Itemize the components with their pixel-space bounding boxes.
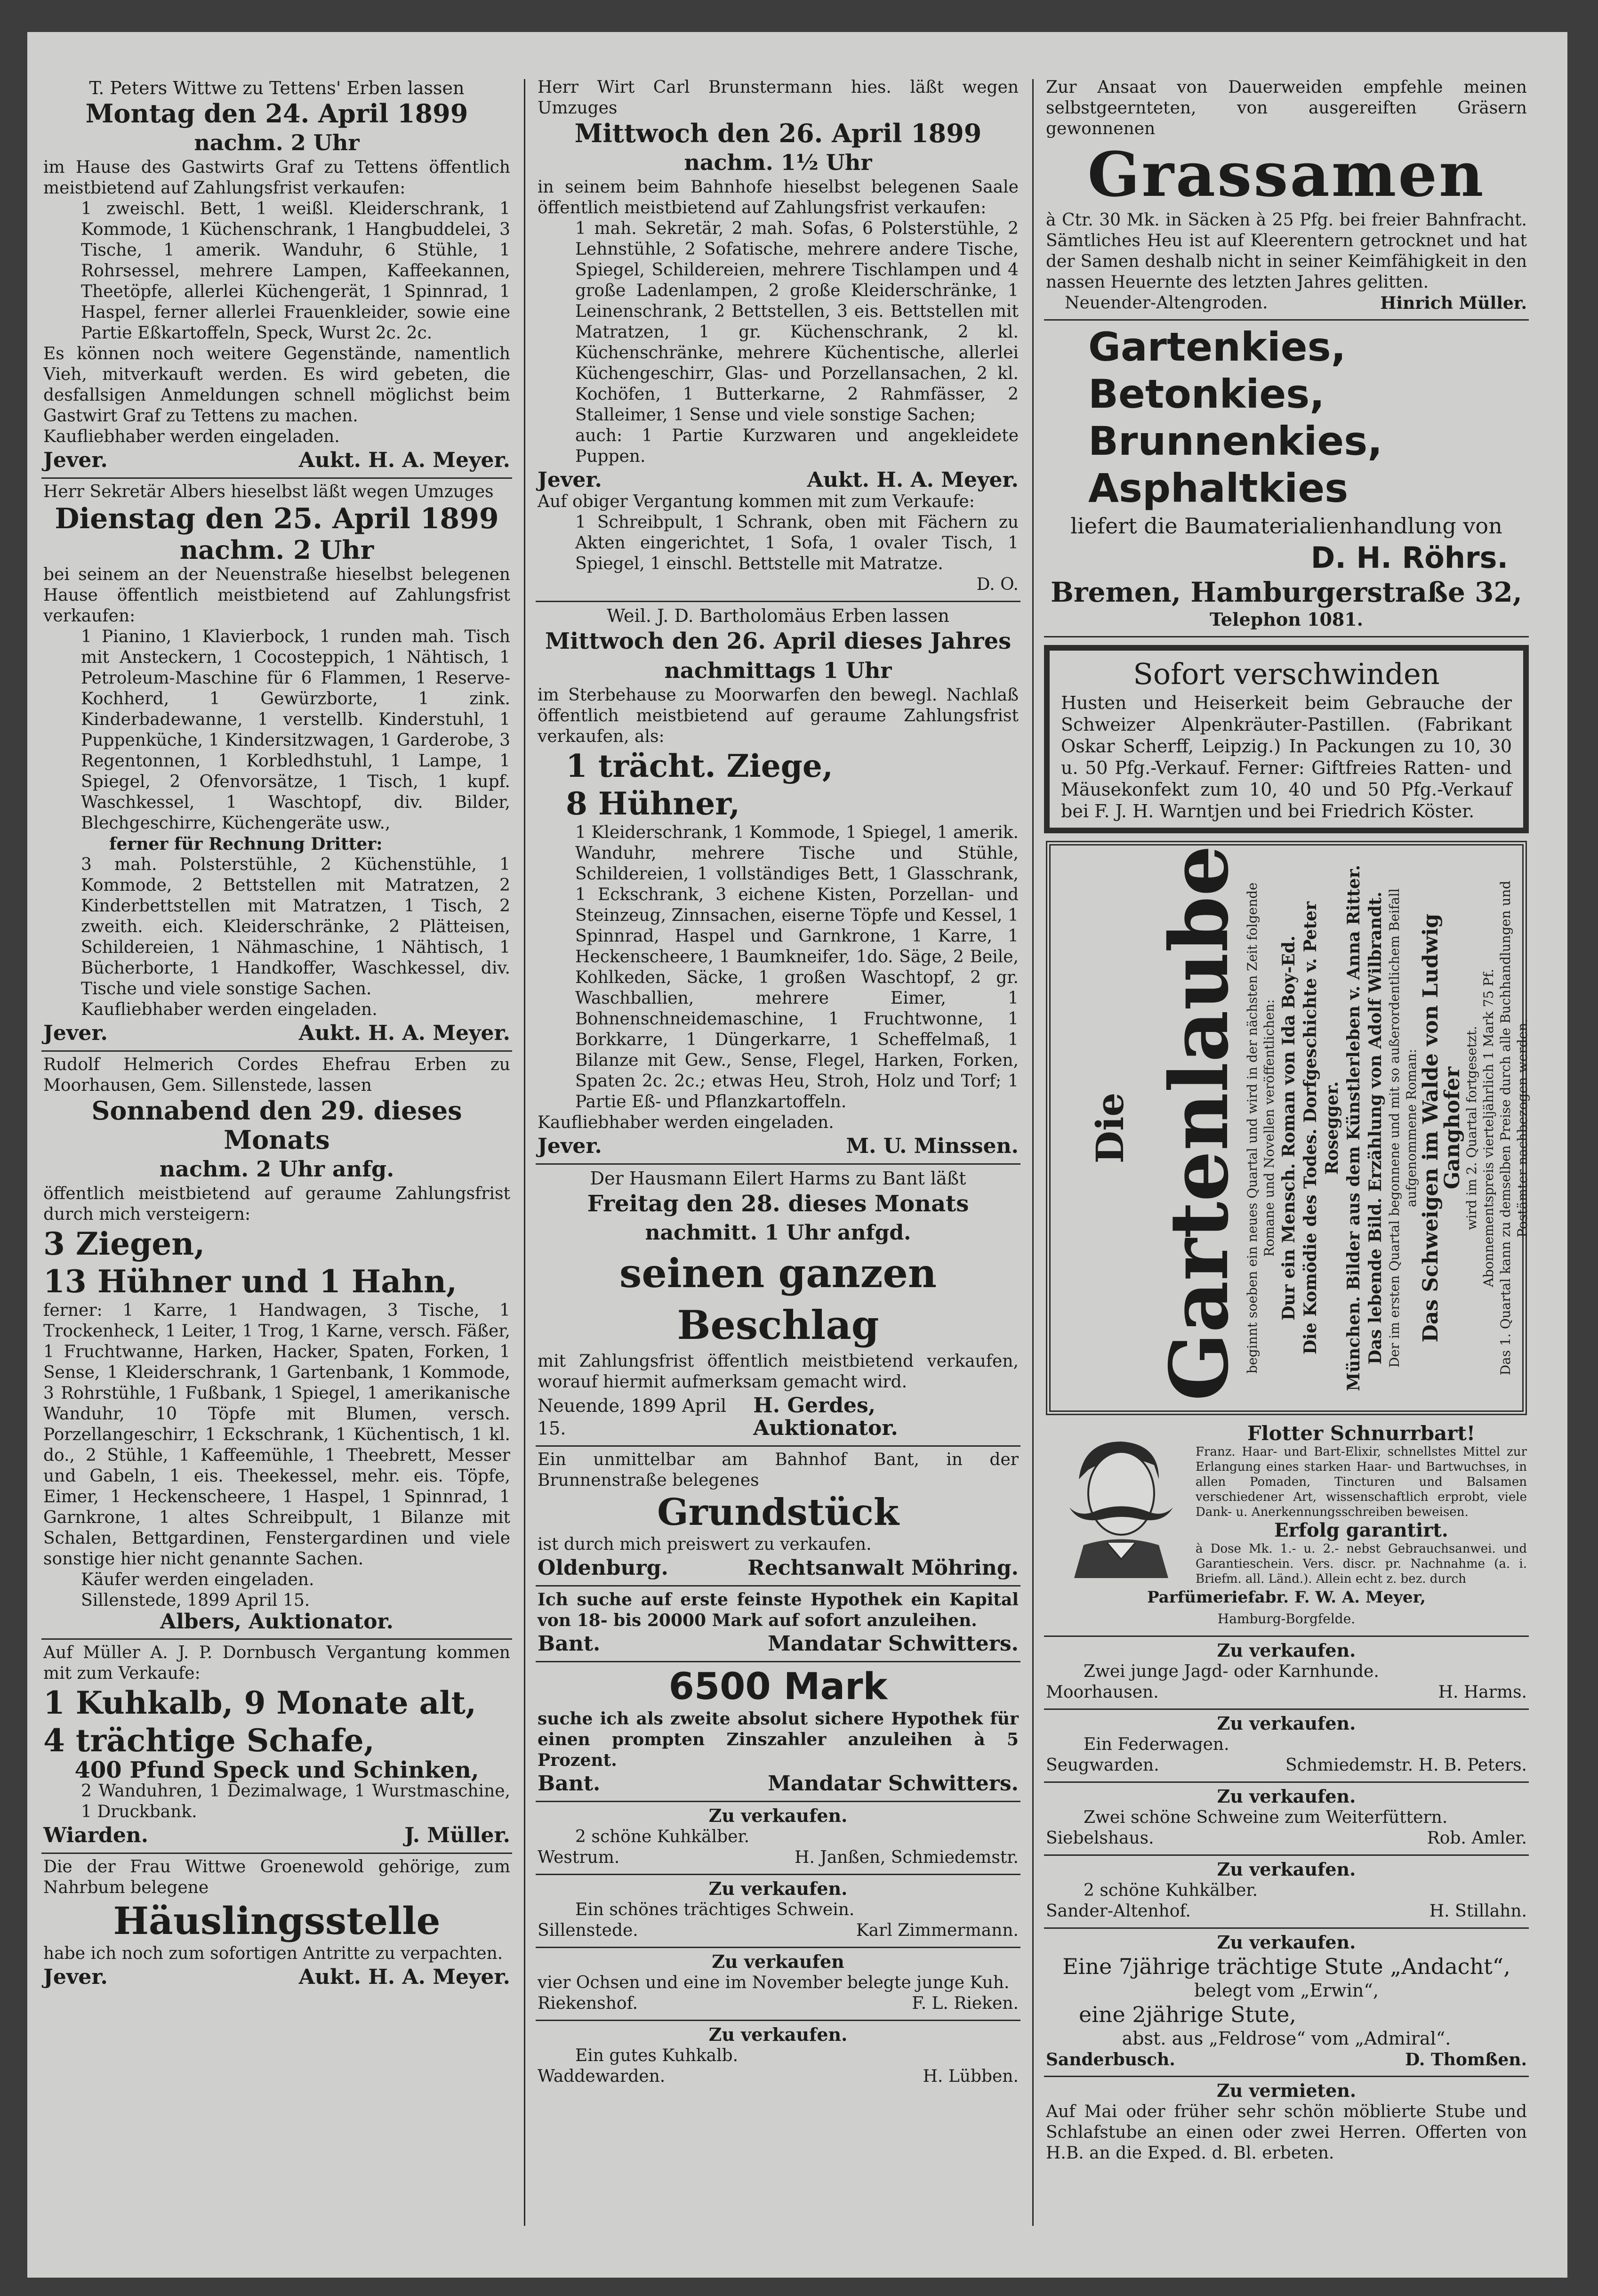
gartenlaube-title xyxy=(1051,845,1246,1401)
ad-signature xyxy=(1046,1901,1527,1922)
ad-items: 1 Pianino, 1 Klavierbock, 1 runden mah. Tisch mit Ansteckern, 1 Cocosteppich, 1 Nähtisch, 1 Petroleum-Maschine für 6 Flammen, 1 Reserve-Kochherd, 1 Gewürzborte, 1 zink. Kinderbadewanne, 1 verstellb. Kinderstuhl, 1 Puppenküche, 1 Kindersitzwagen, 1 Garderobe, 3 Regentonnen, 1 Korbledhstuhl, 1 Lampe, 1 Spiegel, 2 Ofenvorsätze, 1 Tisch, 1 kupf. Waschkessel, 1 Waschtopf, div. Bilder, Blechgeschirre, Küchengeräte usw., xyxy=(81,627,510,833)
ad-time: nachmittags 1 Uhr xyxy=(664,658,892,683)
gartenlaube-line: Das 1. Quartal kann zu demselben Preise durch alle Buchhandlungen und Postämter nachbezogen werden. xyxy=(1498,880,1530,1376)
auction-ad-tettens xyxy=(41,74,512,479)
ad-title: Zu verkaufen. xyxy=(1217,1932,1356,1953)
ad-place: Siebelshaus. xyxy=(1046,1829,1154,1848)
ad-dateline: Sillenstede, 1899 April 15. xyxy=(81,1591,310,1610)
ad-also: auch: 1 Partie Kurzwaren und angekleidete Puppen. xyxy=(575,426,1019,466)
ad-note: Es können noch weitere Gegenstände, namentlich Vieh, mitverkauft werden. Es wird gebeten, die desfallsigen Anmeldungen schnell möglichst beim Gastwirt Graf zu Tettens zu machen. xyxy=(43,344,510,426)
kies-line: Brunnenkies, xyxy=(1088,418,1383,464)
ad-signature xyxy=(43,449,510,472)
column-rule xyxy=(1032,79,1034,2226)
ad-signer: H. Lübben. xyxy=(923,2067,1019,2086)
ad-signer: Karl Zimmermann. xyxy=(856,1921,1019,1940)
ad-signer: Rechtsanwalt Möhring. xyxy=(747,1556,1019,1580)
ad-dateline: Neuende, 1899 April 15. xyxy=(538,1395,727,1439)
ad-line: 400 Pfund Speck und Schinken, xyxy=(74,1757,479,1783)
ad-line: Eine 7jährige trächtige Stute „Andacht“, xyxy=(1062,1954,1510,1979)
ad-place: Bant. xyxy=(538,1632,601,1656)
sale-ad-thomssen xyxy=(1044,1929,1529,2077)
ad-body: Husten und Heiserkeit beim Gebrauche der Schweizer Alpenkräuter-Pastillen. (Fabrikant Oskar Scherff, Leipzig.) In Packungen zu 10, 30 u. 50 Pfg.-Verkauf. Ferner: Giftfreies Ratten- und Mäusekonfekt zum 10, 40 und 50 Pfg.-Verkauf bei F. J. H. Warntjen und bei Friedrich Köster. xyxy=(1061,693,1512,822)
column-left xyxy=(41,74,512,1994)
loan-ad-kapital xyxy=(536,1587,1020,1662)
ad-place: Jever. xyxy=(43,1021,108,1045)
sale-ad-rieken xyxy=(536,1948,1020,2021)
ad-head: Ein unmittelbar am Bahnhof Bant, in der Brunnenstraße belegenes xyxy=(538,1450,1019,1490)
gartenlaube-line: Dur ein Mensch. Roman von Ida Boy-Ed. xyxy=(1279,935,1299,1321)
ad-body: à Ctr. 30 Mk. in Säcken à 25 Pfg. bei freier Bahnfracht. Sämtliches Heu ist auf Kleerentern getrocknet und hat der Samen deshalb nicht in seiner Keimfähigkeit in den nassen Heuernte des letzten Jahres gelitten. xyxy=(1046,210,1527,292)
gartenlaube-line: München. Bilder aus dem Künstlerleben v. Anna Ritter. xyxy=(1344,865,1364,1391)
ad-date: Mittwoch den 26. April dieses Jahres xyxy=(545,628,1012,654)
ad-body: Ein gutes Kuhkalb. xyxy=(575,2046,739,2065)
ad-date: Sonnabend den 29. dieses Monats xyxy=(91,1096,462,1155)
ad-line: eine 2jährige Stute, xyxy=(1079,2002,1296,2027)
loan-ad-6500 xyxy=(536,1662,1020,1802)
ad-signer: Rob. Amler. xyxy=(1427,1829,1527,1848)
ad-signer: J. Müller. xyxy=(404,1823,510,1847)
ad-place: Jever. xyxy=(43,448,108,472)
ad-head: Auf Müller A. J. P. Dornbusch Vergantung kommen mit zum Verkaufe: xyxy=(43,1643,510,1683)
ad-signature xyxy=(538,2066,1019,2087)
ad-body: im Hause des Gastwirts Graf zu Tettens öffentlich meistbietend auf Zahlungsfrist verkaufen: xyxy=(43,158,510,198)
ad-body: Ich suche auf erste feinste Hypothek ein Kapital von 18- bis 20000 Mark auf sofort anzuleihen. xyxy=(538,1590,1019,1630)
column-right xyxy=(1044,74,1529,2169)
ad-head: Die der Frau Wittwe Groenewold gehörige, zum Nahrbum belegene xyxy=(43,1857,510,1897)
ad-headline: Häuslingsstelle xyxy=(113,1899,441,1943)
ad-signer: Hinrich Müller. xyxy=(1380,293,1527,313)
ad-signature xyxy=(43,1824,510,1847)
ad-extra-items: 1 Schreibpult, 1 Schrank, oben mit Fächern zu Akten eingerichtet, 1 Sofa, 1 ovaler Tisch, 1 Spiegel, 1 einschl. Bettstelle mit Matratze. xyxy=(575,513,1019,573)
ad-date: Mittwoch den 26. April 1899 xyxy=(574,118,982,148)
ad-body: Auf Mai oder früher sehr schön möblierte Stube und Schlafstube an einen oder zwei Herren. Offerten von H.B. an die Exped. d. Bl. erbeten. xyxy=(1046,2102,1527,2163)
ad-date: Dienstag den 25. April 1899 xyxy=(55,502,499,535)
gartenlaube-line: Das lebende Bild. Erzählung von Adolf Wilbrandt. xyxy=(1365,891,1385,1365)
ad-signer: Albers, Auktionator. xyxy=(160,1610,393,1634)
gartenlaube-rotated xyxy=(1051,845,1531,1401)
ad-place: Bant. xyxy=(538,1772,601,1796)
ad-head: T. Peters Wittwe zu Tettens' Erben lassen xyxy=(89,78,465,98)
gartenlaube-line: Der im ersten Quartal begonnene und mit so außerordentlichem Beifall aufgenommene Roman: xyxy=(1387,888,1419,1368)
ad-body: 2 schöne Kuhkälber. xyxy=(1084,1881,1258,1900)
ad-subhead: ferner für Rechnung Dritter: xyxy=(109,834,383,854)
ad-subtitle: Erfolg garantirt. xyxy=(1274,1519,1448,1541)
ad-time: nachm. 1½ Uhr xyxy=(684,150,872,175)
ad-head: Herr Wirt Carl Brunstermann hies. läßt wegen Umzuges xyxy=(538,78,1019,118)
sale-ad-zimmermann xyxy=(536,1875,1020,1948)
ad-signer: Schmiedemstr. H. B. Peters. xyxy=(1285,1756,1527,1775)
kies-line: Asphaltkies xyxy=(1088,465,1349,511)
ad-signer: H. Stillahn. xyxy=(1429,1901,1527,1921)
ad-body: Franz. Haar- und Bart-Elixir, schnellstes Mittel zur Erlangung eines starken Haar- und Bartwuchses, in allen Pomaden, Tincturen und Balsamen verschiedener Art, wissenschaftlich erprobt, viele Dank- u. Anerkennungsschreiben beweisen. xyxy=(1196,1445,1527,1519)
ad-body: habe ich noch zum sofortigen Antritte zu verpachten. xyxy=(43,1944,503,1963)
ad-signer: Aukt. H. A. Meyer. xyxy=(298,1021,510,1045)
gartenlaube-ad xyxy=(1046,841,1530,1415)
ad-body: in seinem beim Bahnhofe hieselbst belegenen Saale öffentlich meistbietend auf Zahlungsfrist verkaufen: xyxy=(538,177,1019,218)
ad-signer: Mandatar Schwitters. xyxy=(768,1772,1019,1796)
sale-ad-peters xyxy=(1044,1710,1529,1783)
ad-line: belegt vom „Erwin“, xyxy=(1194,1980,1379,2001)
ad-body: ist durch mich preiswert zu verkaufen. xyxy=(538,1535,872,1554)
ad-title: Zu verkaufen. xyxy=(708,1878,848,1899)
ad-time: nachmitt. 1 Uhr anfgd. xyxy=(645,1221,911,1245)
ad-head: Rudolf Helmerich Cordes Ehefrau Erben zu Moorhausen, Gem. Sillenstede, lassen xyxy=(43,1055,510,1095)
ad-body: suche ich als zweite absolut sichere Hypothek für einen prompten Zinszahler anzuleihen à 5 Prozent. xyxy=(538,1709,1019,1770)
column-middle xyxy=(536,74,1020,2093)
ad-body: 2 schöne Kuhkälber. xyxy=(575,1827,750,1846)
ad-signature xyxy=(538,1847,1019,1868)
ad-signer: Aukt. H. A. Meyer. xyxy=(298,1965,510,1989)
kies-line: Betonkies, xyxy=(1088,371,1325,417)
ad-time: nachm. 2 Uhr anfg. xyxy=(159,1156,394,1182)
ad-items: 1 Kleiderschrank, 1 Kommode, 1 Spiegel, 1 amerik. Wanduhr, mehrere Tische und Stühle, Schildereien, 1 vollständiges Bett, 1 Glasschrank, 1 Eckschrank, 3 eichene Kisten, Porzellan- und Steinzeug, Zinnsachen, eiserne Töpfe und Kessel, 1 Spinnrad, Haspel und Garnkrone, 1 Karre, 1 Heckenscheere, 1 Baumkneifer, 1do. Säge, 2 Beile, Kohlkeden, Säcke, 1 großen Waschtopf, 2 gr. Waschballien, mehrere Eimer, 1 Bohnenschneidemaschine, 1 Fruchtwonne, 1 Borkkarre, 1 Düngerkarre, 1 Scheffelmaß, 1 Bilanze mit Gew., Sense, Flegel, Harken, Forken, Spaten 2c. 2c.; etwas Heu, Stroh, Holz und Torf; 1 Partie Eß- und Pflanzkartoffeln. xyxy=(575,823,1019,1112)
ad-signature xyxy=(538,469,1019,491)
ad-body: bei seinem an der Neuenstraße hieselbst belegenen Hause öffentlich meistbietend auf Zahlungsfrist verkaufen: xyxy=(43,565,510,626)
ad-signature xyxy=(1046,1755,1527,1776)
ad-headline: 4 trächtige Schafe, xyxy=(43,1722,375,1759)
kies-ad xyxy=(1044,321,1529,637)
ad-items: 2 Wanduhren, 1 Dezimalwage, 1 Wurstmaschine, 1 Druckbank. xyxy=(81,1781,510,1821)
ad-place: Wiarden. xyxy=(43,1823,149,1847)
ad-date: Freitag den 28. dieses Monats xyxy=(587,1191,969,1217)
ad-invite: Käufer werden eingeladen. xyxy=(81,1570,314,1589)
ad-body: Ein schönes trächtiges Schwein. xyxy=(575,1900,855,1919)
ad-place: Westrum. xyxy=(538,1848,620,1867)
ad-place: Sander-Altenhof. xyxy=(1046,1901,1191,1921)
ad-head: Weil. J. D. Bartholomäus Erben lassen xyxy=(607,605,949,626)
sale-ad-amler xyxy=(1044,1783,1529,1856)
gartenlaube-prefix: Die xyxy=(1088,1092,1132,1164)
ad-signature xyxy=(538,1772,1019,1795)
auction-ad-harms xyxy=(536,1165,1020,1447)
ad-title: Flotter Schnurrbart! xyxy=(1247,1422,1476,1445)
ad-body: vier Ochsen und eine im November belegte junge Kuh. xyxy=(538,1973,1010,1992)
ad-head: Herr Sekretär Albers hieselbst läßt wegen Umzuges xyxy=(43,482,494,501)
ad-headline: 3 Ziegen, xyxy=(43,1225,205,1262)
ad-signer: H. Harms. xyxy=(1438,1683,1527,1702)
ad-body: Ein Federwagen. xyxy=(1084,1735,1229,1754)
ad-date: Montag den 24. April 1899 xyxy=(85,98,468,129)
schnurrbart-ad xyxy=(1044,1420,1529,1637)
ad-place: Oldenburg. xyxy=(538,1556,668,1580)
ad-body: im Sterbehause zu Moorwarfen den bewegl. Nachlaß öffentlich meistbietend auf geraume Zahlungsfrist verkaufen, als: xyxy=(538,685,1019,746)
sale-ad-janssen xyxy=(536,1802,1020,1875)
ad-signer: Aukt. H. A. Meyer. xyxy=(298,448,510,472)
ad-invite: Kaufliebhaber werden eingeladen. xyxy=(43,427,340,446)
ad-signature xyxy=(538,1394,1019,1440)
ad-extra-sign: D. O. xyxy=(976,575,1019,594)
ad-place: Sanderbusch. xyxy=(1046,2050,1175,2070)
ad-place: Neuender-Altengroden. xyxy=(1065,293,1268,313)
sale-ad-grundstueck xyxy=(536,1447,1020,1587)
ad-title: Sofort verschwinden xyxy=(1133,657,1440,691)
pastillen-ad xyxy=(1044,645,1529,833)
ad-firm: D. H. Röhrs. xyxy=(1310,540,1508,575)
gartenlaube-name: Gartenlaube xyxy=(1152,845,1246,1401)
ad-head: Der Hausmann Eilert Harms zu Bant läßt xyxy=(590,1168,966,1189)
column-rule xyxy=(524,79,525,2226)
auction-ad-brunstermann xyxy=(536,74,1020,602)
auction-ad-dornbusch xyxy=(41,1640,512,1854)
ad-address: Bremen, Hamburgerstraße 32, xyxy=(1050,576,1522,608)
ad-signer: Aukt. H. A. Meyer. xyxy=(807,468,1019,492)
sale-ad-luebben xyxy=(536,2021,1020,2093)
kies-line: Gartenkies, xyxy=(1088,324,1346,370)
ad-body: Zwei junge Jagd- oder Karnhunde. xyxy=(1084,1662,1379,1681)
ad-signature xyxy=(43,1022,510,1045)
ad-signature xyxy=(538,1633,1019,1655)
ad-signature xyxy=(1046,293,1527,314)
ad-title: Zu verkaufen. xyxy=(1217,1713,1356,1734)
gartenlaube-line: Das Schweigen im Walde von Ludwig Ganghofer xyxy=(1419,913,1464,1343)
ad-signer: H. Janßen, Schmiedemstr. xyxy=(795,1848,1019,1867)
ad-place: Sillenstede. xyxy=(538,1921,638,1940)
ad-headline: 1 Kuhkalb, 9 Monate alt, xyxy=(43,1684,476,1721)
gartenlaube-line: wird im 2. Quartal fortgesetzt. xyxy=(1464,1026,1479,1230)
ad-signer: F. L. Rieken. xyxy=(912,1994,1019,2013)
ad-time: nachm. 2 Uhr xyxy=(179,535,374,565)
rent-ad-stube xyxy=(1044,2077,1529,2169)
ad-headline: 13 Hühner und 1 Hahn, xyxy=(43,1263,457,1300)
ad-place: Waddewarden. xyxy=(538,2067,666,2086)
ad-signature xyxy=(1046,1828,1527,1849)
ad-items-2: 3 mah. Polsterstühle, 2 Küchenstühle, 1 Kommode, 2 Bettstellen mit Matratzen, 2 Kinderbettstellen mit Matratzen, 1 Tisch, 2 zweith. eich. Kleiderschränke, 2 Plätteisen, Schildereien, 1 Nähmaschine, 1 Nähtisch, 1 Bücherborte, 1 Handkoffer, Waschkessel, div. Tische und viele sonstige Sachen. xyxy=(81,855,510,999)
man-portrait-icon xyxy=(1046,1423,1187,1578)
ad-title: Zu vermieten. xyxy=(1216,2080,1357,2101)
ad-items: 1 mah. Sekretär, 2 mah. Sofas, 6 Polsterstühle, 2 Lehnstühle, 2 Sofatische, mehrere andere Tische, Spiegel, Schildereien, mehrere Tischlampen und 4 große Ladenlampen, 2 große Kleiderschränke, 1 Leinenschrank, 2 Bettstellen, 3 eis. Bettstellen mit Matratzen, 1 gr. Küchenschrank, 2 kl. Küchenschränke, mehrere Küchentische, allerlei Küchengeschirr, Glas- und Porzellansachen, 2 kl. Kochöfen, 1 Butterkarne, 2 Rahmfässer, 2 Stalleimer, 1 Sense und viele sonstige Sachen; xyxy=(575,219,1019,425)
ad-place: Jever. xyxy=(538,1134,602,1158)
ad-place: Moorhausen. xyxy=(1046,1683,1159,1702)
ad-signature xyxy=(538,1920,1019,1941)
ad-headline: seinen ganzen Beschlag xyxy=(619,1250,937,1348)
ad-place: Seugwarden. xyxy=(1046,1756,1159,1775)
ad-signature xyxy=(43,1966,510,1989)
auction-ad-albers xyxy=(41,479,512,1052)
newspaper-page xyxy=(27,32,1567,2278)
ad-time: nachm. 2 Uhr xyxy=(194,130,360,155)
auction-ad-bartholomaeus xyxy=(536,602,1020,1165)
gartenlaube-line: Die Komödie des Todes. Dorfgeschichte v. Peter Rosegger. xyxy=(1301,902,1342,1355)
ad-body: liefert die Baumaterialienhandlung von xyxy=(1070,513,1502,539)
gartenlaube-line: Abonnementspreis vierteljährlich 1 Mark 75 Pf. xyxy=(1481,968,1496,1288)
auction-ad-cordes xyxy=(41,1052,512,1640)
grassamen-ad xyxy=(1044,74,1529,321)
ad-line: abst. aus „Feldrose“ vom „Admiral“. xyxy=(1122,2028,1451,2049)
ad-signer: D. Thomßen. xyxy=(1405,2050,1527,2070)
ad-headline: 1 trächt. Ziege, xyxy=(566,748,833,784)
ad-title: Zu verkaufen. xyxy=(1217,1859,1356,1880)
ad-signature xyxy=(1046,2049,1527,2070)
ad-signature xyxy=(538,1993,1019,2014)
ad-body: öffentlich meistbietend auf geraume Zahlungsfrist durch mich versteigern: xyxy=(43,1184,510,1224)
ad-title: Zu verkaufen. xyxy=(1217,1786,1356,1807)
ad-headline: Grassamen xyxy=(1087,138,1486,210)
ad-head: Zur Ansaat von Dauerweiden empfehle meinen selbstgeernteten, von ausgereiften Gräsern gewonnenen xyxy=(1046,78,1527,138)
ad-headline: Grundstück xyxy=(657,1491,899,1534)
ad-small: à Dose Mk. 1.- u. 2.- nebst Gebrauchsanwei. und Garantieschein. Vers. discr. pr. Nachnahme (a. i. Briefm. all. Länd.). Allein echt z. bez. durch xyxy=(1196,1542,1527,1586)
ad-title: Zu verkaufen. xyxy=(708,2024,848,2045)
lease-ad-groenewold xyxy=(41,1854,512,1994)
ad-headline: 8 Hühner, xyxy=(566,785,740,822)
ad-place: Jever. xyxy=(538,468,602,492)
ad-signature xyxy=(1046,1682,1527,1703)
ad-invite: Kaufliebhaber werden eingeladen. xyxy=(81,1000,377,1019)
ad-items: ferner: 1 Karre, 1 Handwagen, 3 Tische, 1 Trockenheck, 1 Leiter, 1 Trog, 1 Karne, versch. Fäßer, 1 Fruchtwanne, Harken, Hacker, Spaten, Forken, 1 Sense, 1 Kleiderschrank, 1 Gartenbank, 1 Kommode, 3 Rohrstühle, 1 Fußbank, 1 Spiegel, 1 amerikanische Wanduhr, 10 Töpfe mit Blumen, versch. Porzellangeschirr, 1 Eckschrank, 1 Küchentisch, 1 kl. do., 2 Stühle, 1 Kaffeemühle, 1 Theebrett, Messer und Gabeln, 1 eis. Theekessel, mehr. eis. Töpfe, Eimer, 1 Heckenscheere, 1 Haspel, 1 Spinnrad, 1 Garnkrone, 1 altes Schreibpult, 1 Bilanze mit Schalen, Bettgardinen, Fenstergardinen und viele sonstige hier nicht genannte Sachen. xyxy=(43,1301,510,1569)
ad-invite: Kaufliebhaber werden eingeladen. xyxy=(538,1113,834,1132)
ad-body: mit Zahlungsfrist öffentlich meistbietend verkaufen, worauf hiermit aufmerksam gemacht wird. xyxy=(538,1352,1019,1392)
ad-address: Hamburg-Borgfelde. xyxy=(1217,1611,1356,1627)
sale-ad-stillahn xyxy=(1044,1856,1529,1929)
ad-body: Zwei schöne Schweine zum Weiterfüttern. xyxy=(1084,1808,1448,1827)
ad-title: Zu verkaufen xyxy=(712,1951,844,1972)
ad-signer: M. U. Minssen. xyxy=(846,1134,1019,1158)
ad-place: Riekenshof. xyxy=(538,1994,638,2013)
ad-extra: Auf obiger Vergantung kommen mit zum Verkaufe: xyxy=(538,492,975,511)
ad-signature xyxy=(538,1135,1019,1158)
ad-signer: H. Gerdes, Auktionator. xyxy=(753,1394,898,1440)
ad-signer: Mandatar Schwitters. xyxy=(768,1632,1019,1656)
ad-telephone: Telephon 1081. xyxy=(1209,609,1364,630)
sale-ad-harms xyxy=(1044,1637,1529,1710)
gartenlaube-intro: beginnt soeben ein neues Quartal und wird in der nächsten Zeit folgende Romane und Novellen veröffentlichen: xyxy=(1245,882,1277,1374)
ad-title: Zu verkaufen. xyxy=(1217,1640,1356,1661)
ad-title: Zu verkaufen. xyxy=(708,1805,848,1826)
ad-firm: Parfümeriefabr. F. W. A. Meyer, xyxy=(1147,1588,1426,1607)
ad-items: 1 zweischl. Bett, 1 weißl. Kleiderschrank, 1 Kommode, 1 Küchenschrank, 1 Hangbuddelei, 3 Tische, 1 amerik. Wanduhr, 6 Stühle, 1 Rohrsessel, mehrere Lampen, Kaffeekannen, Theetöpfe, allerlei Küchengerät, 1 Spinnrad, 1 Haspel, ferner allerlei Frauenkleider, sowie eine Partie Eßkartoffeln, Speck, Wurst 2c. 2c. xyxy=(81,199,510,343)
ad-place: Jever. xyxy=(43,1965,108,1989)
ad-headline: 6500 Mark xyxy=(668,1666,888,1708)
ad-signature xyxy=(538,1557,1019,1579)
